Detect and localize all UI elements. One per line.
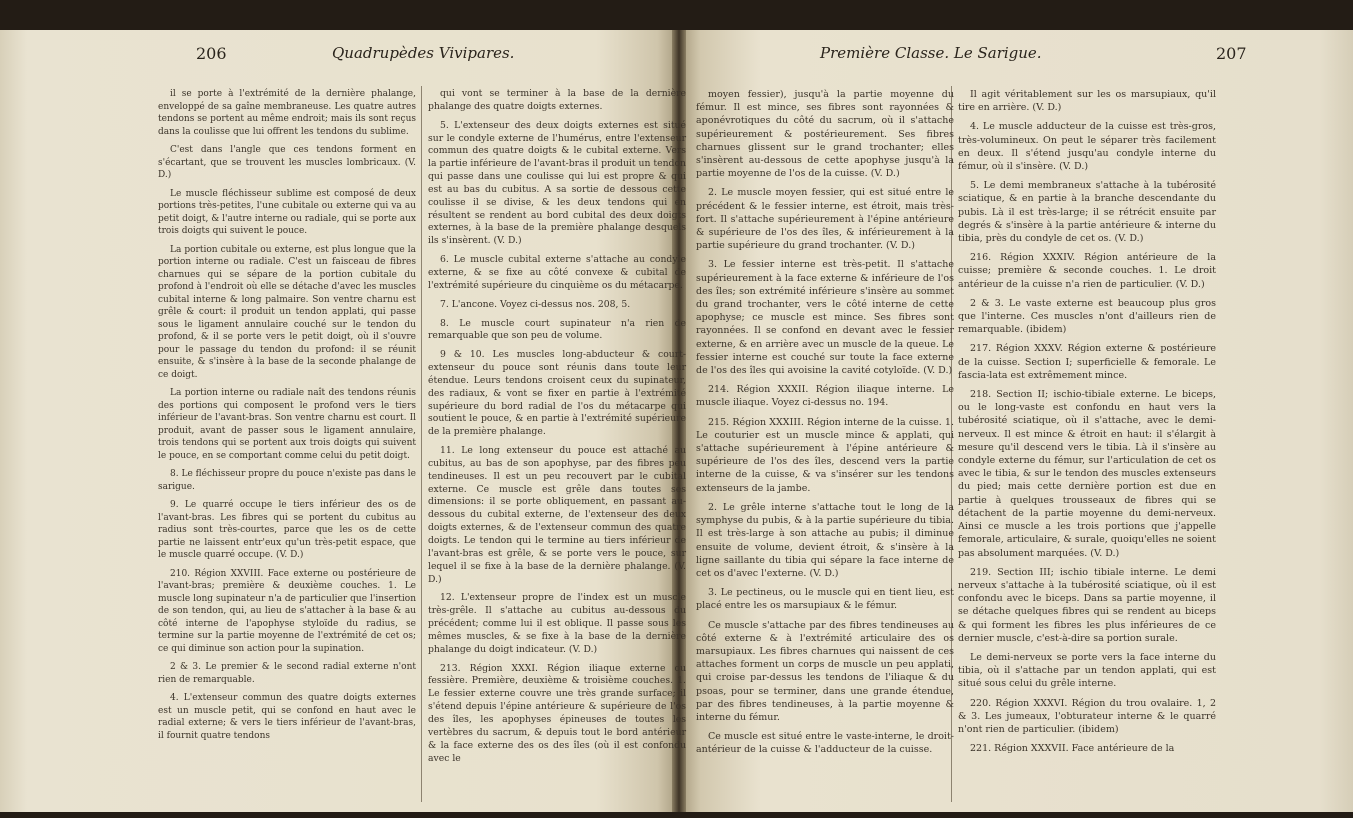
paragraph: C'est dans l'angle que ces tendons forment en s'écartant, que se trouvent les muscles lombricaux. (V. D.) (158, 145, 416, 180)
right-page-number: 207 (1216, 44, 1247, 63)
left-running-head: Quadrupèdes Vivipares. (332, 44, 515, 62)
paragraph: il se porte à l'extrémité de la dernière phalange, enveloppé de sa gaîne membraneuse. Les quatre autres tendons se portent au même endroit; mais ils sont reçus dans la coulisse que lui offrent les tendons du sublime. (158, 89, 416, 137)
paragraph: 2 & 3. Le premier & le second radial externe n'ont rien de remarquable. (158, 662, 416, 685)
paragraph: 8. Le fléchisseur propre du pouce n'existe pas dans le sarigue. (158, 469, 416, 492)
left-page-column-2 (428, 88, 686, 771)
paragraph: Il agit véritablement sur les os marsupiaux, qu'il tire en arrière. (V. D.) (958, 89, 1216, 114)
paragraph: 8. Le muscle court supinateur n'a rien de remarquable que son peu de volume. (428, 317, 686, 342)
right-page-column-1 (696, 88, 954, 763)
paragraph: 4. L'extenseur commun des quatre doigts externes est un muscle petit, qui se confond en haut avec le radial externe; & vers le tiers inférieur de l'avant-bras, il fournit quatre tendons (158, 693, 416, 741)
paragraph: 214. Région XXXII. Région iliaque interne. Le muscle iliaque. Voyez ci-dessus no. 194. (696, 384, 954, 409)
paragraph: 215. Région XXXIII. Région interne de la cuisse. 1. Le couturier est un muscle mince & applati, qui s'attache supérieurement à l'épine antérieure & supérieure de l'os des îles, descend vers la partie interne de la cuisse, & va s'insérer sur les tendons extenseurs de la jambe. (696, 416, 954, 494)
paragraph: 216. Région XXXIV. Région antérieure de la cuisse; première & seconde couches. 1. Le droit antérieur de la cuisse n'a rien de particulier. (V. D.) (958, 252, 1216, 290)
paragraph: qui vont se terminer à la base de la dernière phalange des quatre doigts externes. (428, 88, 686, 112)
paragraph: Le demi-nerveux se porte vers la face interne du tibia, où il s'attache par un tendon applati, qui est situé sous celui du grêle interne. (958, 651, 1216, 690)
right-page-column-2 (958, 88, 1216, 761)
paragraph: 220. Région XXXVI. Région du trou ovalaire. 1, 2 & 3. Les jumeaux, l'obturateur interne & le quarré n'ont rien de particulier. (ibidem) (958, 697, 1216, 735)
paragraph: 5. L'extenseur des deux doigts externes est situé sur le condyle externe de l'humérus, entre l'extenseur commun des quatre doigts & le cubital externe. Vers la partie inférieure de l'avant-bras il produit un tendon qui passe dans une coulisse qui lui est propre & qui est au bas du cubitus. A sa sortie de dessous cette coulisse il se divise, & les deux tendons qui en résultent se rendent au bord cubital des deux doigts externes, à la base de la première phalange desquels ils s'insèrent. (V. D.) (428, 119, 686, 247)
paragraph: 210. Région XXVIII. Face externe ou postérieure de l'avant-bras; première & deuxième couches. 1. Le muscle long supinateur n'a de particulier que l'insertion de son tendon, qui, au lieu de s'attacher à la base & au côté interne de l'apophyse styloïde du radius, se termine sur la partie moyenne de l'extrémité de cet os; ce qui diminue son action pour la supination. (158, 568, 416, 654)
paragraph: 2. Le muscle moyen fessier, qui est situé entre le précédent & le fessier interne, est étroit, mais très-fort. Il s'attache supérieurement à l'épine antérieure & supérieure de l'os des îles, & inférieurement à la partie supérieure du grand trochanter. (V. D.) (696, 187, 954, 252)
paragraph: 3. Le pectineus, ou le muscle qui en tient lieu, est placé entre les os marsupiaux & le fémur. (696, 587, 954, 612)
right-header (680, 44, 1353, 70)
paragraph: Le muscle fléchisseur sublime est composé de deux portions très-petites, l'une cubitale ou externe qui va au petit doigt, & l'autre interne ou radiale, qui se porte aux trois doigts qui suivent le pouce. (158, 188, 416, 236)
paragraph: 217. Région XXXV. Région externe & postérieure de la cuisse. Section I; superficielle & femorale. Le fascia-lata est extrêmement mince. (958, 343, 1216, 381)
paragraph: La portion cubitale ou externe, est plus longue que la portion interne ou radiale. C'est un faisceau de fibres charnues qui se sépare de la portion cubitale du profond à l'endroit où elle se détache d'avec les muscles cubital interne & long palmaire. Son ventre charnu est grêle & court: il produit un tendon applati, qui passe sous le ligament annulaire couché sur le tendon du profond, & il se porte vers le petit doigt, où il s'ouvre pour le passage du tendon du profond: il se réunit ensuite, & s'insère à la base de la seconde phalange de ce doigt. (158, 244, 416, 380)
left-header (0, 44, 678, 70)
paragraph: 12. L'extenseur propre de l'index est un muscle très-grêle. Il s'attache au cubitus au-dessous du précédent; comme lui il est oblique. Il passe sous les mêmes muscles, & se fixe à la base de la dernière phalange du doigt indicateur. (V. D.) (428, 592, 686, 655)
paragraph: 5. Le demi membraneux s'attache à la tubérosité sciatique, & en partie à la branche descendante du pubis. Là il est très-large; il se rétrécit ensuite par degrés & s'insère à la partie antérieure & interne du tibia, près du condyle de cet os. (V. D.) (958, 180, 1216, 245)
paragraph: 2. Le grêle interne s'attache tout le long de la symphyse du pubis, & à la partie supérieure du tibia. Il est très-large à son attache au pubis; il diminue ensuite de volume, devient étroit, & s'insère à la ligne saillante du tibia qui sépare la face interne de cet os d'avec l'externe. (V. D.) (696, 501, 954, 579)
right-running-head: Première Classe. Le Sarigue. (820, 44, 1042, 62)
left-column-rule (421, 86, 422, 802)
paragraph: 11. Le long extenseur du pouce est attaché au cubitus, au bas de son apophyse, par des fibres peu tendineuses. Il est un peu recouvert par le cubital externe. Ce muscle est grêle dans toutes ses dimensions: il se porte obliquement, en passant au-dessous du cubital externe, de l'extenseur des deux doigts externes, & de l'extenseur commun des quatre doigts. Le tendon qui le termine au tiers inférieur de l'avant-bras est grêle, & se porte vers le pouce, sur lequel il se fixe à la base de la dernière phalange. (V. D.) (428, 445, 686, 585)
paragraph: 221. Région XXXVII. Face antérieure de la (970, 743, 1175, 755)
paragraph: Ce muscle est situé entre le vaste-interne, le droit-antérieur de la cuisse & l'adducteur de la cuisse. (696, 731, 954, 756)
paragraph: moyen fessier), jusqu'à la partie moyenne du fémur. Il est mince, ses fibres sont rayonnées & aponévrotiques du côté du sacrum, où il s'attache supérieurement & postérieurement. Ses fibres charnues glissent sur le grand trochanter; elles s'insèrent au-dessous de cette apophyse jusqu'à la partie moyenne de l'os de la cuisse. (V. D.) (696, 89, 954, 180)
left-page-column-1 (158, 88, 416, 748)
left-page-number: 206 (196, 44, 227, 63)
paragraph: Ce muscle s'attache par des fibres tendineuses au côté externe & à l'extrémité articulaire des os marsupiaux. Les fibres charnues qui naissent de ces attaches forment un corps de muscle un peu applati, qui croise par-dessus les tendons de l'iliaque & du psoas, pour se terminer, dans une grande étendue, par des fibres tendineuses, à la partie moyenne & interne du fémur. (696, 619, 954, 723)
paragraph: 6. Le muscle cubital externe s'attache au condyle externe, & se fixe au côté convexe & cubital de l'extrémité supérieure du cinquième os du métacarpe. (428, 254, 686, 291)
paragraph: 4. Le muscle adducteur de la cuisse est très-gros, très-volumineux. On peut le séparer très facilement en deux. Il s'étend jusqu'au condyle interne du fémur, où il s'insère. (V. D.) (958, 121, 1216, 173)
paragraph: 2 & 3. Le vaste externe est beaucoup plus gros que l'interne. Ces muscles n'ont d'ailleurs rien de remarquable. (ibidem) (958, 297, 1216, 336)
paragraph: La portion interne ou radiale naît des tendons réunis des portions qui composent le profond vers le tiers inférieur de l'avant-bras. Son ventre charnu est court. Il produit, avant de passer sous le ligament annulaire, trois tendons qui se portent aux trois doigts qui suivent le pouce, en se comportant comme celui du petit doigt. (158, 388, 416, 461)
paragraph: 9. Le quarré occupe le tiers inférieur des os de l'avant-bras. Les fibres qui se portent du cubitus au radius sont très-courtes, parce que les os de cette partie ne laissent entr'eux qu'un très-petit espace, que le muscle quarré occupe. (V. D.) (158, 500, 416, 560)
paragraph: 218. Section II; ischio-tibiale externe. Le biceps, ou le long-vaste est confondu en haut vers la tubérosité sciatique, où il s'attache, avec le demi-nerveux. Il est mince & étroit en haut: il s'élargit à mesure qu'il descend vers le tibia. Là il s'insère au condyle externe du fémur, sur l'articulation de cet os avec le tibia, & sur le tendon des muscles extenseurs du pied; mais cette dernière portion est due en partie à quelques trousseaux de fibres qui se détachent de la partie moyenne du demi-nerveux. Ainsi ce muscle a les trois portions que j'appelle femorale, articulaire, & surale, quoiqu'elles ne soient pas absolument marquées. (V. D.) (958, 389, 1216, 559)
paragraph: 219. Section III; ischio tibiale interne. Le demi nerveux s'attache à la tubérosité sciatique, où il est confondu avec le biceps. Dans sa partie moyenne, il se détache quelques fibres qui se rendent au biceps & qui forment les fibres les plus inférieures de ce dernier muscle, c'est-à-dire sa portion surale. (958, 566, 1216, 644)
paragraph: 213. Région XXXI. Région iliaque externe ou fessière. Première, deuxième & troisième couches. 1. Le fessier externe couvre une très grande surface; il s'étend depuis l'épine antérieure & supérieure de l'os des îles, les apophyses épineuses de toutes les vertèbres du sacrum, & depuis tout le bord antérieur & la face externe des os des îles (où il est confondu avec le (428, 662, 686, 764)
paragraph: 3. Le fessier interne est très-petit. Il s'attache supérieurement à la face externe & inférieure de l'os des îles; son extrémité inférieure s'insère au sommet du grand trochanter, vers le côté interne de cette apophyse; ce muscle est mince. Ses fibres sont rayonnées. Il se confond en devant avec le fessier externe, & en arrière avec un muscle de la queue. Le fessier interne est couché sur toute la face externe de l'os des îles qui avoisine la cavité cotyloïde. (V. D.) (696, 259, 954, 377)
paragraph: 9 & 10. Les muscles long-abducteur & court-extenseur du pouce sont réunis dans toute leur étendue. Leurs tendons croisent ceux du supinateur, des radiaux, & vont se fixer en partie à l'extrémité supérieure du bord radial de l'os du métacarpe qui soutient le pouce, & en partie à l'extrémité supérieure de la première phalange. (428, 349, 686, 438)
paragraph: 7. L'ancone. Voyez ci-dessus nos. 208, 5. (440, 298, 631, 310)
